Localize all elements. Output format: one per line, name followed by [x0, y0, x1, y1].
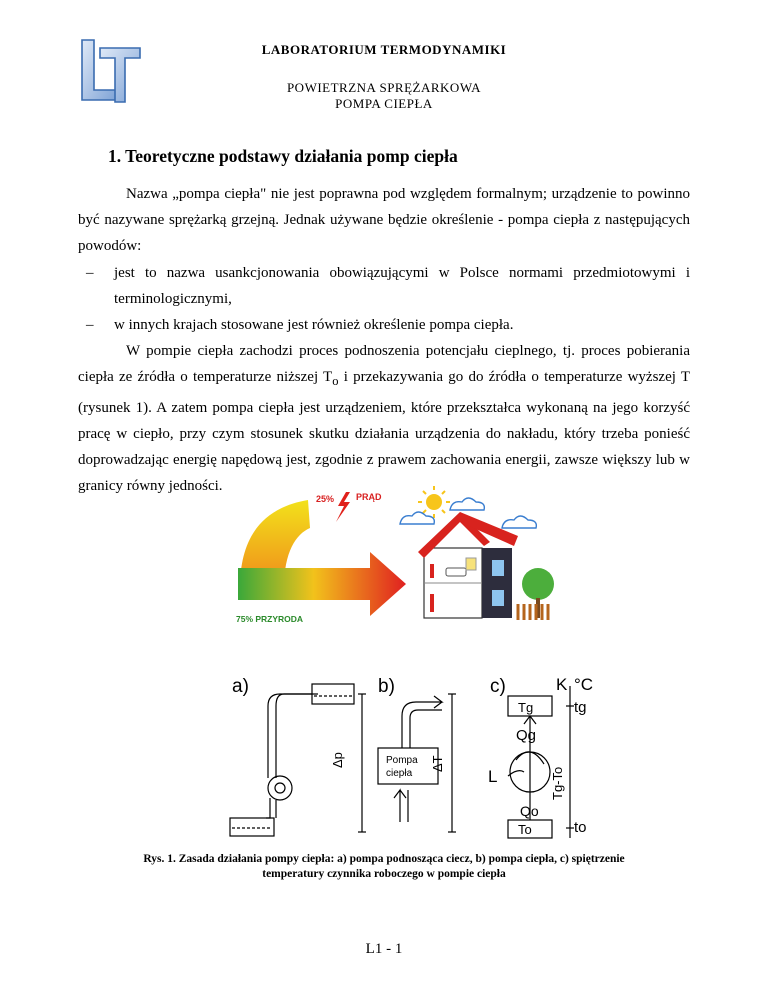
caption-line-2: temperatury czynnika roboczego w pompie ciepła [262, 868, 506, 880]
heat-pump-house-figure [232, 480, 556, 632]
nature-label: 75% PRZYRODA [236, 614, 304, 624]
fence-icon [518, 604, 548, 620]
temp-diff-label: Tg-To [550, 766, 565, 800]
subject-line-2: POMPA CIEPŁA [335, 96, 433, 111]
current-label: PRĄD [356, 492, 382, 502]
list-item-text: jest to nazwa usankcjonowania obowiązującymi w Polsce normami przedmiotowymi i terminologicznymi, [114, 264, 690, 307]
subject-line-1: POWIETRZNA SPRĘŻARKOWA [286, 80, 482, 95]
celsius-label: °C [574, 675, 594, 694]
paragraph-2: W pompie ciepła zachodzi proces podnoszenia potencjału cieplnego, tj. proces pobierania ciepła ze źródła o temperaturze niższej $T_o$ i przekazywania go do źródła o temperaturze wyższej T (rysunek 1). A zatem pompa ciepła jest urządzeniem, które przekształca wykonaną na jego korzyść pracę w ciepło, przy czym stosunek skutku działania urządzenia do nakładu, który trzeba ponieść doprowadzając energię napędową jest, zgodnie z prawem zachowania energii, zawsze większy lub w granicy równy jedności. [78, 343, 691, 495]
schematic-figure [218, 672, 638, 844]
page-number: L1 - 1 [365, 941, 403, 957]
to-axis-label: to [574, 819, 587, 836]
kelvin-label: K [556, 675, 568, 694]
tg-axis-label: tg [574, 699, 587, 716]
panel-c-label: c) [490, 676, 506, 697]
pump-label-line2: ciepła [386, 768, 413, 779]
tg-box-label: Tg [518, 700, 534, 715]
figure-caption [0, 852, 768, 882]
qg-label: Qg [516, 727, 537, 744]
bullet-dash: – [86, 317, 94, 334]
pressure-rise-label: Δp [330, 752, 345, 768]
to-box-label: To [518, 822, 532, 837]
paragraph-1: Nazwa „pompa ciepła" nie jest poprawna pod względem formalnym; urządzenie to powinno być nazywane sprężarką grzejną. Jednak używane będzie określenie - pompa ciepła z następujących powodów: [78, 186, 690, 255]
pump-label-line1: Pompa [386, 755, 418, 766]
caption-line-1: Rys. 1. Zasada działania pompy ciepła: a) pompa podnosząca ciecz, b) pompa ciepła, c) spiętrzenie [143, 853, 625, 865]
temperature-rise-label: ΔT [430, 755, 445, 772]
percent-label: 25% [316, 494, 335, 504]
work-label: L [488, 767, 498, 786]
list-item [78, 312, 690, 338]
list-item [78, 260, 690, 312]
panel-b-label: b) [378, 676, 395, 697]
lightning-icon [336, 492, 350, 522]
lab-title: LABORATORIUM TERMODYNAMIKI [261, 42, 507, 57]
panel-a-label: a) [232, 676, 249, 697]
bullet-dash: – [86, 264, 94, 281]
section-title: 1. Teoretyczne podstawy działania pomp ciepła [108, 146, 458, 166]
list-item-text: w innych krajach stosowane jest również określenie pompa ciepła. [114, 317, 514, 334]
body-text [78, 181, 690, 499]
subject-title [0, 80, 768, 112]
qo-label: Qo [520, 803, 539, 819]
